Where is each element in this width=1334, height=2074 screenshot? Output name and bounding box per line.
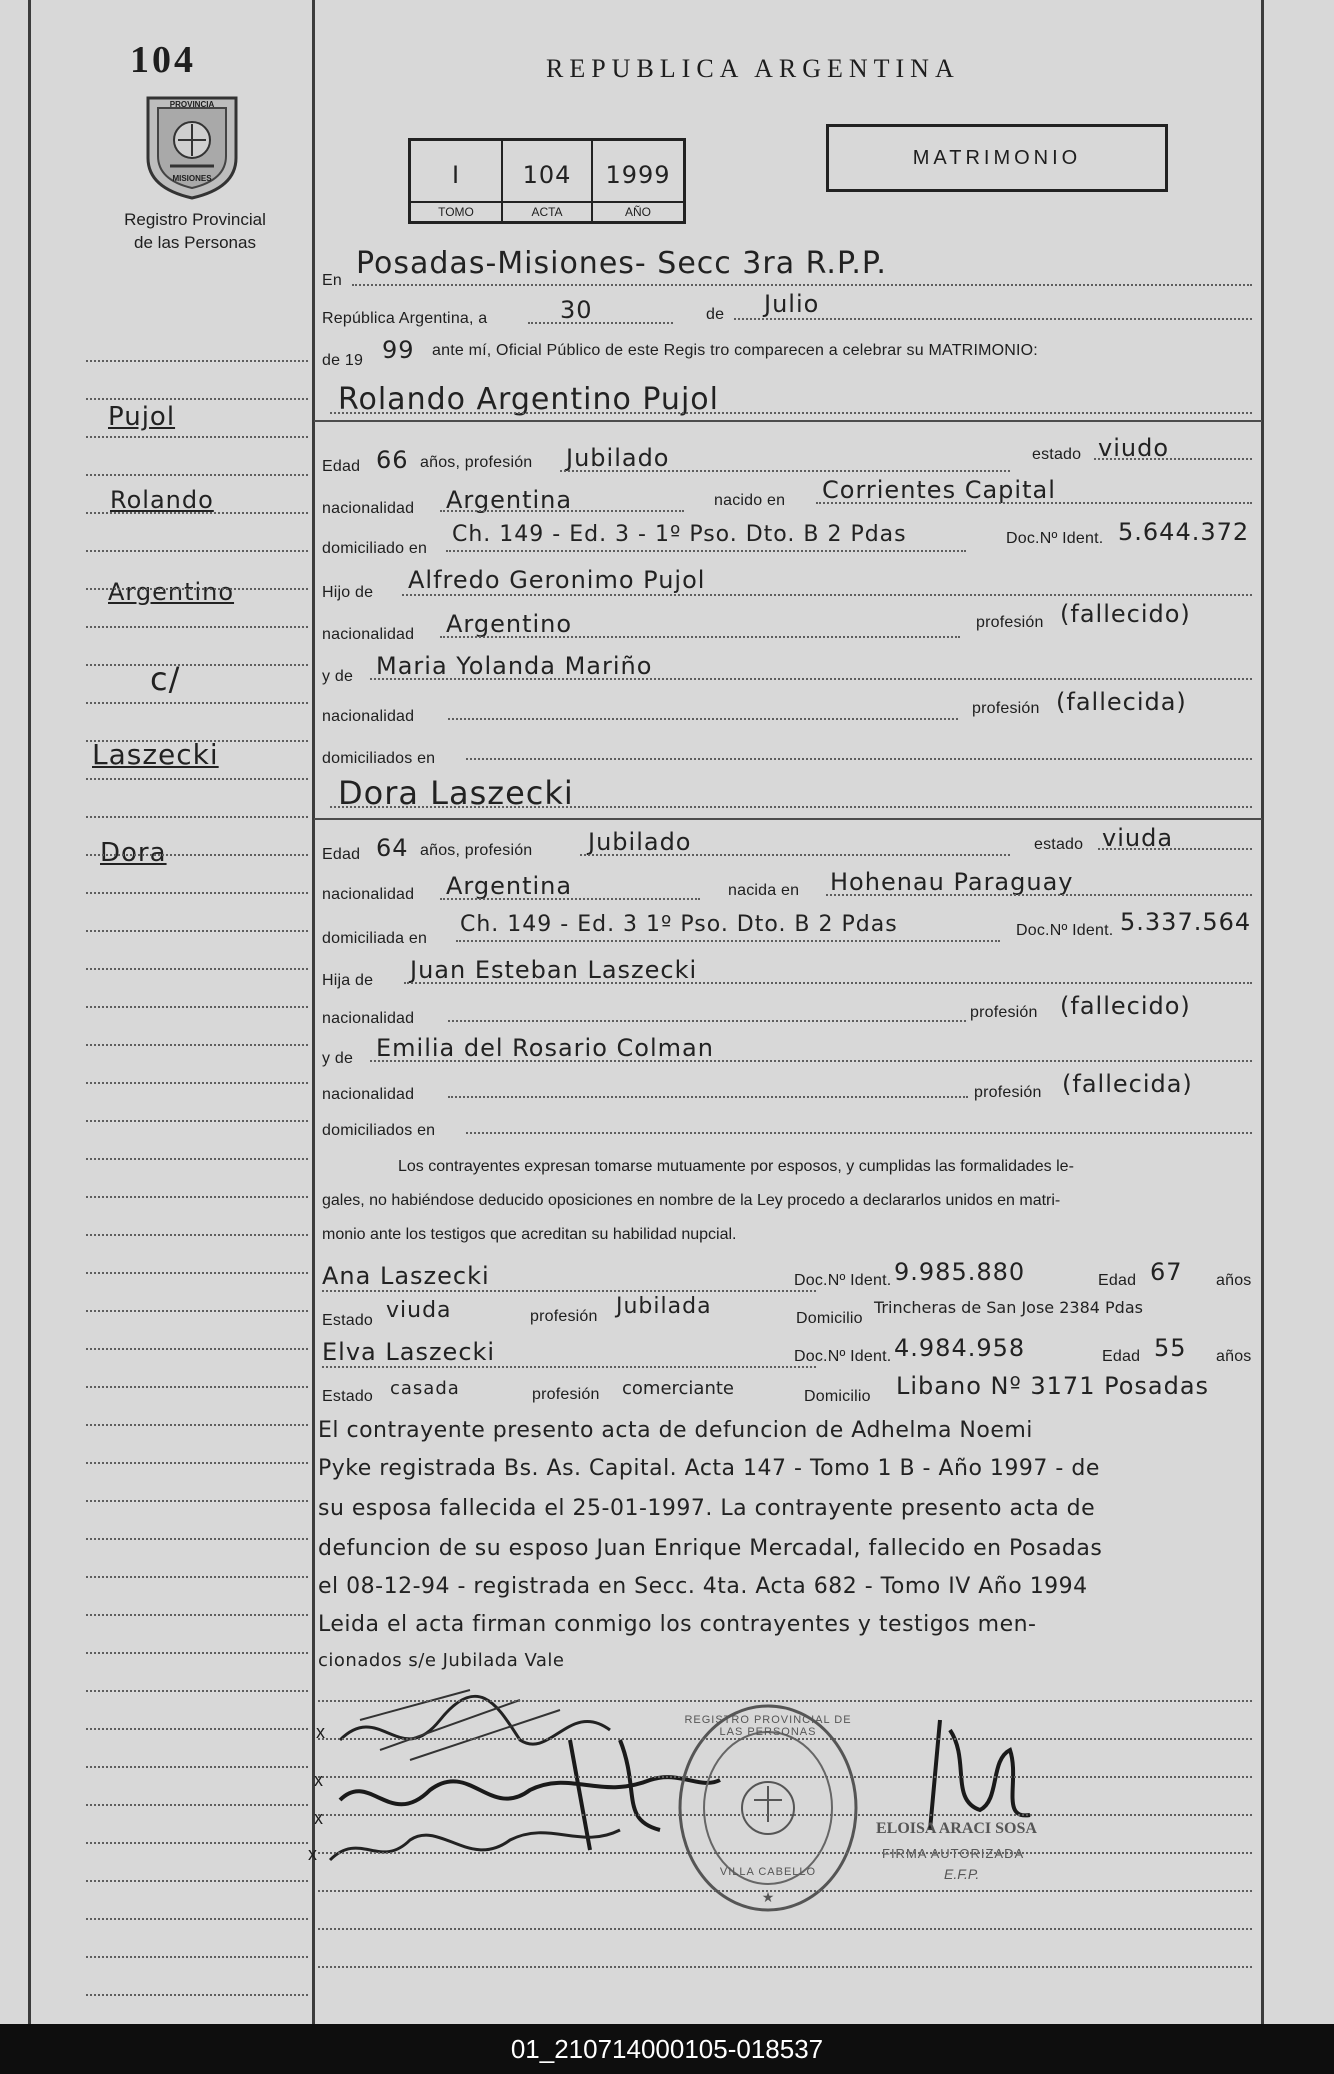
- bride-name-line: [330, 806, 1252, 808]
- margin-rule-line: [86, 1728, 308, 1730]
- anio-value: 1999: [605, 161, 671, 189]
- groom-anos-label: años, profesión: [420, 454, 533, 471]
- margin-rule-line: [86, 968, 308, 970]
- tomo-acta-anio-table: [408, 138, 686, 224]
- groom-address: Ch. 149 - Ed. 3 - 1º Pso. Dto. B 2 Pdas: [452, 522, 907, 547]
- witness2-address: Libano Nº 3171 Posadas: [896, 1372, 1210, 1400]
- margin-rule-line: [86, 1690, 308, 1692]
- groom-doc-label: Doc.Nº Ident.: [1006, 530, 1104, 547]
- margin-rule-line: [86, 1006, 308, 1008]
- signature-rule-line: [318, 1966, 1252, 1968]
- act-type-label: MATRIMONIO: [912, 147, 1082, 169]
- signature-rule-line: [318, 1776, 1252, 1778]
- groom-estado: viudo: [1098, 434, 1169, 462]
- witness1-name: Ana Laszecki: [322, 1262, 490, 1290]
- groom-profession: Jubilado: [566, 444, 670, 472]
- margin-firstname: Rolando: [110, 486, 214, 514]
- bride-yde-label: y de: [322, 1050, 354, 1067]
- bride-birthplace: Hohenau Paraguay: [830, 868, 1074, 896]
- margin-rule-line: [86, 1766, 308, 1768]
- witness2-anos-label: años: [1216, 1348, 1252, 1365]
- official-title: FIRMA AUTORIZADA: [882, 1846, 1025, 1861]
- bride-address: Ch. 149 - Ed. 3 1º Pso. Dto. B 2 Pdas: [460, 912, 898, 937]
- ante-text: ante mí, Oficial Público de este Regis tro comparecen a celebrar su MATRIMONIO:: [432, 342, 1038, 359]
- year-suffix: 99: [382, 336, 415, 364]
- bride-dom-label: domiciliada en: [322, 930, 428, 947]
- bride-name: Dora Laszecki: [338, 774, 574, 812]
- groom-mother: Maria Yolanda Mariño: [376, 652, 653, 680]
- bride-father: Juan Esteban Laszecki: [410, 956, 698, 984]
- witness1-doc: 9.985.880: [894, 1258, 1026, 1286]
- margin-rule-line: [86, 1918, 308, 1920]
- place-value: Posadas-Misiones- Secc 3ra R.P.P.: [356, 246, 887, 281]
- margin-rule-line: [86, 740, 308, 742]
- month-line: [734, 318, 1252, 320]
- bride-mother-prof-label: profesión: [974, 1084, 1042, 1101]
- place-line: [352, 284, 1252, 286]
- witness2-age: 55: [1154, 1334, 1187, 1362]
- act-type-box: [826, 124, 1168, 192]
- witness1-age: 67: [1150, 1258, 1183, 1286]
- seal-bottom-text: MISIONES: [172, 174, 212, 183]
- groom-name-line: [330, 412, 1252, 414]
- note-line-2: Pyke registrada Bs. As. Capital. Acta 147 - Tomo 1 B - Año 1997 - de: [318, 1456, 1100, 1481]
- bride-father-prof-label: profesión: [970, 1004, 1038, 1021]
- witness2-doc-label: Doc.Nº Ident.: [794, 1348, 892, 1365]
- groom-nationality: Argentina: [446, 486, 573, 514]
- groom-edad-label: Edad: [322, 458, 361, 475]
- bride-nationality: Argentina: [446, 872, 573, 900]
- margin-rule-line: [86, 1196, 308, 1198]
- anio-label: AÑO: [624, 205, 651, 219]
- groom-mother-line: [370, 678, 1252, 680]
- groom-dom-label: domiciliado en: [322, 540, 428, 557]
- registry-line-2: de las Personas: [134, 233, 256, 252]
- signature-rule-line: [318, 1890, 1252, 1892]
- bride-estado-line: [1098, 848, 1252, 850]
- margin-rule-line: [86, 854, 308, 856]
- margin-rule-line: [86, 1310, 308, 1312]
- signature-rule-line: [318, 1738, 1252, 1740]
- witness1-address: Trincheras de San Jose 2384 Pdas: [874, 1298, 1143, 1317]
- tomo-value: I: [451, 161, 461, 189]
- witness2-estado-label: Estado: [322, 1388, 374, 1405]
- witness1-anos-label: años: [1216, 1272, 1252, 1289]
- registry-name: [105, 208, 285, 254]
- margin-rule-line: [86, 778, 308, 780]
- margin-bride-surname: Laszecki: [92, 738, 219, 771]
- margin-rule-line: [86, 1158, 308, 1160]
- margin-rule-line: [86, 1880, 308, 1882]
- bride-birthplace-line: [826, 894, 1252, 896]
- margin-rule-line: [86, 1538, 308, 1540]
- witness1-dom-label: Domicilio: [796, 1310, 863, 1327]
- file-id-footer: 01_210714000105-018537: [0, 2024, 1334, 2074]
- groom-profession-line: [560, 470, 1010, 472]
- bride-address-line: [456, 940, 1000, 942]
- margin-rule-line: [86, 930, 308, 932]
- bride-domiciliados-label: domiciliados en: [322, 1122, 436, 1139]
- de-label: de: [706, 306, 725, 323]
- margin-rule-line: [86, 664, 308, 666]
- declaration-line-1: Los contrayentes expresan tomarse mutuamente por esposos, y cumplidas las formalidades le-: [398, 1158, 1074, 1175]
- bride-doc: 5.337.564: [1120, 908, 1252, 936]
- margin-rule-line: [86, 702, 308, 704]
- groom-estado-line: [1094, 458, 1252, 460]
- margin-rule-line: [86, 512, 308, 514]
- margin-middlename: Argentino: [108, 578, 235, 606]
- official-name: ELOISA ARACI SOSA: [876, 1820, 1037, 1837]
- groom-domiciliados-label: domiciliados en: [322, 750, 436, 767]
- bride-mother-nat-line: [448, 1096, 968, 1098]
- acta-value: 104: [522, 161, 572, 189]
- groom-father-nat-line: [440, 636, 960, 638]
- groom-doc: 5.644.372: [1118, 518, 1250, 546]
- groom-mother-prof: (fallecida): [1056, 688, 1187, 716]
- margin-rule-line: [86, 1272, 308, 1274]
- bride-father-prof: (fallecido): [1060, 992, 1191, 1020]
- signature-mark-4: x: [308, 1844, 318, 1864]
- witness1-prof-label: profesión: [530, 1308, 598, 1325]
- groom-father: Alfredo Geronimo Pujol: [408, 566, 706, 594]
- groom-domiciliados-line: [466, 758, 1252, 760]
- month-value: Julio: [764, 290, 820, 318]
- margin-rule-line: [86, 1500, 308, 1502]
- bride-domiciliados-line: [466, 1132, 1252, 1134]
- margin-rule-line: [86, 1652, 308, 1654]
- registry-line-1: Registro Provincial: [124, 210, 266, 229]
- bride-mother: Emilia del Rosario Colman: [376, 1034, 714, 1062]
- margin-rule-line: [86, 816, 308, 818]
- bride-mother-prof: (fallecida): [1062, 1070, 1193, 1098]
- groom-nac-label: nacionalidad: [322, 500, 415, 517]
- margin-rule-line: [86, 1576, 308, 1578]
- groom-mother-nat-line: [448, 718, 958, 720]
- signature-rule-line: [318, 1814, 1252, 1816]
- groom-age: 66: [376, 446, 409, 474]
- margin-rule-line: [86, 588, 308, 590]
- margin-rule-line: [86, 892, 308, 894]
- groom-name: Rolando Argentino Pujol: [338, 382, 719, 417]
- bride-edad-label: Edad: [322, 846, 361, 863]
- declaration-text: [322, 1150, 1252, 1252]
- margin-rule-line: [86, 436, 308, 438]
- groom-birthplace-line: [816, 502, 1252, 504]
- bride-father-nat-label: nacionalidad: [322, 1010, 415, 1027]
- groom-nacido-label: nacido en: [714, 492, 786, 509]
- margin-rule-line: [86, 626, 308, 628]
- bride-profession: Jubilado: [588, 828, 692, 856]
- signature-rule-line: [318, 1928, 1252, 1930]
- left-margin-rule: [28, 0, 31, 2024]
- witness1-name-line: [322, 1290, 816, 1292]
- groom-father-line: [402, 594, 1252, 596]
- groom-mother-prof-label: profesión: [972, 700, 1040, 717]
- signature-mark-1: x: [316, 1722, 326, 1742]
- stamp-ring-text: REGISTRO PROVINCIAL DE LAS PERSONAS: [684, 1714, 852, 1738]
- note-line-5: el 08-12-94 - registrada en Secc. 4ta. Acta 682 - Tomo IV Año 1994: [318, 1574, 1088, 1599]
- bride-mother-nat-label: nacionalidad: [322, 1086, 415, 1103]
- margin-rule-line: [86, 1614, 308, 1616]
- margin-rule-line: [86, 550, 308, 552]
- witness2-name-line: [322, 1366, 816, 1368]
- bride-father-nat-line: [448, 1020, 966, 1022]
- witness1-doc-label: Doc.Nº Ident.: [794, 1272, 892, 1289]
- margin-rule-line: [86, 1462, 308, 1464]
- signature-rule-line: [318, 1700, 1252, 1702]
- margin-rule-line: [86, 1956, 308, 1958]
- witness2-profession: comerciante: [622, 1378, 734, 1399]
- margin-rule-line: [86, 1994, 308, 1996]
- official-initials: E.F.P.: [944, 1866, 980, 1882]
- en-label: En: [322, 272, 342, 289]
- groom-father-nat: Argentino: [446, 610, 573, 638]
- groom-father-nat-label: nacionalidad: [322, 626, 415, 643]
- witness2-edad-label: Edad: [1102, 1348, 1141, 1365]
- bride-mother-line: [370, 1060, 1252, 1062]
- note-line-6: Leida el acta firman conmigo los contrayentes y testigos men-: [318, 1612, 1037, 1637]
- bride-nacida-label: nacida en: [728, 882, 800, 899]
- witness2-prof-label: profesión: [532, 1386, 600, 1403]
- bride-nationality-line: [440, 898, 700, 900]
- tomo-label: TOMO: [438, 205, 474, 219]
- margin-rule-line: [86, 360, 308, 362]
- groom-birthplace: Corrientes Capital: [822, 476, 1056, 504]
- groom-estado-label: estado: [1032, 446, 1082, 463]
- signature-rule-line: [318, 1852, 1252, 1854]
- bride-hija-label: Hija de: [322, 972, 374, 989]
- declaration-line-3: monio ante los testigos que acreditan su habilidad nupcial.: [322, 1226, 737, 1243]
- declaration-line-2: gales, no habiéndose deducido oposiciones en nombre de la Ley procedo a declararlos unidos en matri-: [322, 1192, 1061, 1209]
- margin-bride-name: Dora: [100, 838, 167, 868]
- acta-label: ACTA: [531, 205, 563, 219]
- bride-father-line: [404, 982, 1252, 984]
- groom-father-prof: (fallecido): [1060, 600, 1191, 628]
- bride-age: 64: [376, 834, 409, 862]
- signature-mark-3: x: [314, 1808, 324, 1828]
- official-stamp: [674, 1700, 862, 1916]
- note-line-7: cionados s/e Jubilada Vale: [318, 1650, 565, 1671]
- witness1-estado-label: Estado: [322, 1312, 374, 1329]
- witness1-estado: viuda: [386, 1298, 452, 1323]
- witness2-name: Elva Laszecki: [322, 1338, 496, 1366]
- margin-rule-line: [86, 398, 308, 400]
- note-line-3: su esposa fallecida el 25-01-1997. La contrayente presento acta de: [318, 1496, 1096, 1521]
- margin-rule-line: [86, 474, 308, 476]
- folio-number: 104: [130, 39, 196, 81]
- groom-name-rule: [314, 420, 1262, 422]
- margin-rule-line: [86, 1120, 308, 1122]
- bride-name-rule: [314, 818, 1262, 820]
- witness1-edad-label: Edad: [1098, 1272, 1137, 1289]
- margin-rule-line: [86, 1082, 308, 1084]
- bride-doc-label: Doc.Nº Ident.: [1016, 922, 1114, 939]
- margin-rule-line: [86, 1348, 308, 1350]
- witness2-dom-label: Domicilio: [804, 1388, 871, 1405]
- bride-estado: viuda: [1102, 824, 1174, 852]
- province-seal: [140, 88, 244, 200]
- groom-father-prof-label: profesión: [976, 614, 1044, 631]
- margin-connector: c/: [150, 660, 181, 698]
- witness2-estado: casada: [390, 1378, 460, 1399]
- note-line-4: defuncion de su esposo Juan Enrique Mercadal, fallecido en Posadas: [318, 1536, 1103, 1561]
- margin-rule-line: [86, 1424, 308, 1426]
- groom-nationality-line: [440, 510, 684, 512]
- margin-rule-line: [86, 1842, 308, 1844]
- groom-yde-label: y de: [322, 668, 354, 685]
- column-divider: [312, 0, 315, 2024]
- day-value: 30: [560, 296, 593, 324]
- margin-rule-line: [86, 1234, 308, 1236]
- bride-estado-label: estado: [1034, 836, 1084, 853]
- signature-mark-2: x: [314, 1770, 324, 1790]
- day-line: [528, 322, 673, 324]
- seal-top-text: PROVINCIA: [169, 100, 215, 109]
- stamp-bottom-text: VILLA CABELLO: [719, 1866, 817, 1878]
- groom-address-line: [446, 550, 966, 552]
- bride-anos-label: años, profesión: [420, 842, 533, 859]
- svg-text:★: ★: [761, 1889, 775, 1905]
- year-prefix: de 19: [322, 352, 364, 369]
- republica-label: República Argentina, a: [322, 310, 488, 327]
- margin-rule-line: [86, 1044, 308, 1046]
- bride-profession-line: [580, 854, 1010, 856]
- witness1-profession: Jubilada: [616, 1294, 712, 1319]
- right-margin-rule: [1261, 0, 1264, 2024]
- bride-nac-label: nacionalidad: [322, 886, 415, 903]
- groom-hijo-label: Hijo de: [322, 584, 374, 601]
- margin-rule-line: [86, 1386, 308, 1388]
- margin-rule-line: [86, 1804, 308, 1806]
- margin-surname: Pujol: [108, 402, 176, 432]
- groom-mother-nat-label: nacionalidad: [322, 708, 415, 725]
- country-title: REPUBLICA ARGENTINA: [546, 54, 960, 83]
- witness2-doc: 4.984.958: [894, 1334, 1026, 1362]
- note-line-1: El contrayente presento acta de defuncion de Adhelma Noemi: [318, 1418, 1033, 1443]
